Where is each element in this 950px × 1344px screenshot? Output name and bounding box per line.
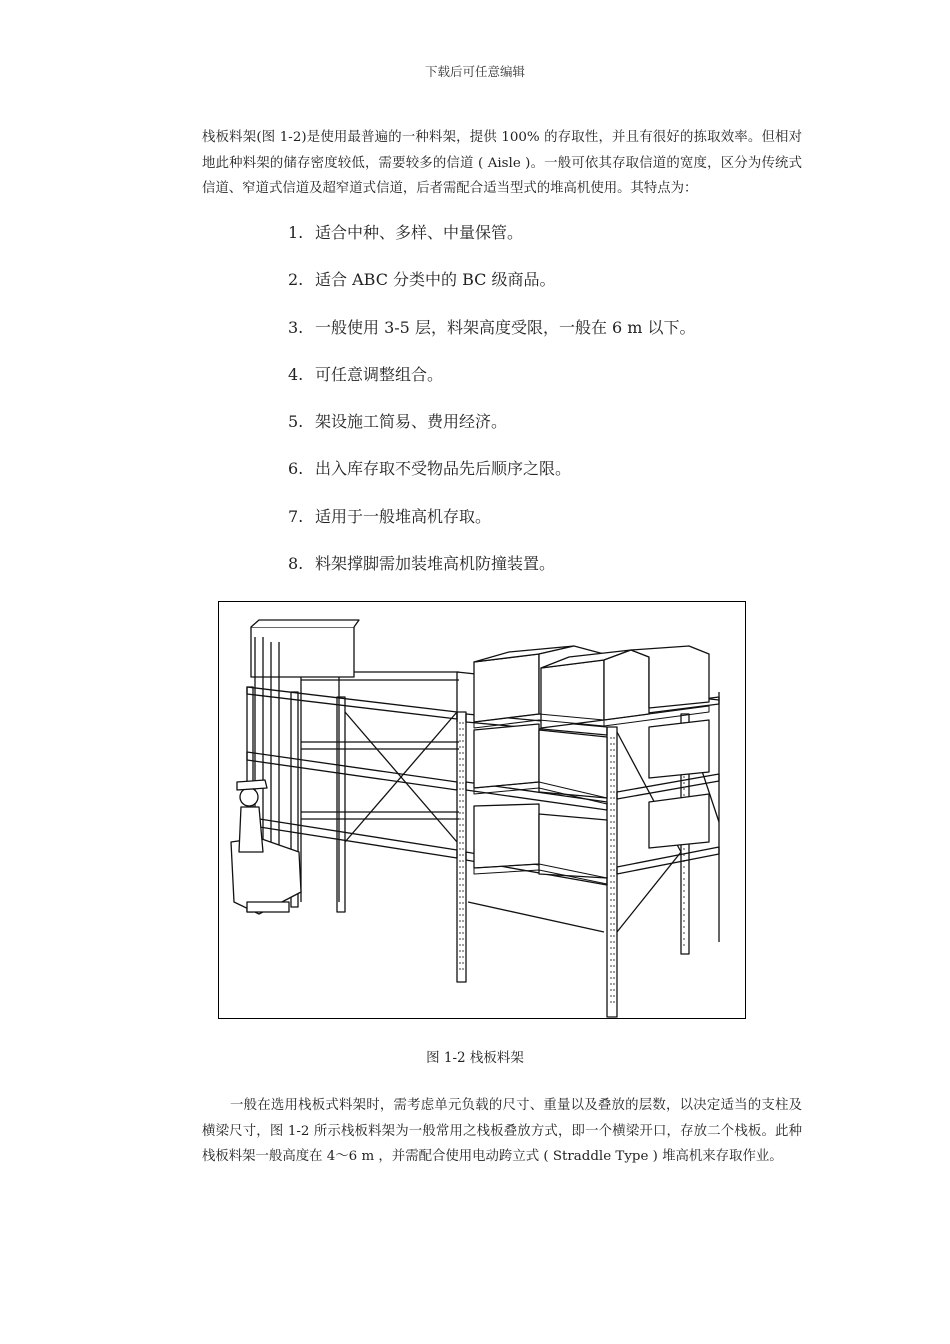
- list-number: 3.: [288, 317, 304, 337]
- list-item: [288, 313, 696, 360]
- pallet-loads: [474, 646, 709, 878]
- list-number: 8.: [288, 554, 304, 574]
- list-number: 5.: [288, 412, 304, 432]
- pallet-rack-illustration: [219, 602, 745, 1018]
- feature-list: [288, 218, 696, 596]
- list-item: [288, 360, 696, 407]
- page-header: 下载后可任意编辑: [424, 64, 525, 79]
- list-number: 2.: [288, 270, 304, 290]
- figure-caption: 图 1-2 栈板料架: [426, 1050, 524, 1066]
- closing-paragraph: 一般在选用栈板式料架时，需考虑单元负载的尺寸、重量以及叠放的层数，以决定适当的支柱及横梁尺寸，图 1-2 所示栈板料架为一般常用之栈板叠放方式，即一个横梁开口，存放二个栈板。此种栈板料架一般高度在 4～6 m ，并需配合使用电动跨立式 ( Straddle Type ) 堆高机来存取作业。: [202, 1098, 802, 1164]
- list-text: 架设施工简易、费用经济。: [315, 412, 508, 432]
- list-number: 4.: [288, 364, 304, 384]
- list-text: 料架撑脚需加装堆高机防撞装置。: [315, 554, 556, 574]
- list-text: 适用于一般堆高机存取。: [315, 506, 492, 526]
- list-item: [288, 407, 696, 454]
- figure-pallet-rack: [218, 601, 746, 1019]
- list-text: 一般使用 3-5 层，料架高度受限，一般在 6 m 以下。: [315, 317, 696, 337]
- list-text: 可任意调整组合。: [315, 364, 444, 384]
- list-item: [288, 502, 696, 549]
- list-item: [288, 218, 696, 265]
- list-number: 1.: [288, 223, 304, 242]
- list-number: 7.: [288, 506, 304, 526]
- list-text: 出入库存取不受物品先后顺序之限。: [315, 459, 572, 479]
- list-item: [288, 265, 696, 312]
- list-item: [288, 454, 696, 501]
- intro-paragraph: 栈板料架(图 1-2)是使用最普遍的一种料架，提供 100% 的存取性，并且有很好的拣取效率。但相对地此种料架的储存密度较低，需要较多的信道 ( Aisle )。一般可依其存取信道的宽度，区分为传统式信道、窄道式信道及超窄道式信道，后者需配合适当型式的堆高机使用。其特点为：: [202, 130, 802, 196]
- list-text: 适合 ABC 分类中的 BC 级商品。: [315, 270, 556, 290]
- list-text: 适合中种、多样、中量保管。: [315, 223, 524, 242]
- list-number: 6.: [288, 459, 304, 479]
- list-item: [288, 549, 696, 596]
